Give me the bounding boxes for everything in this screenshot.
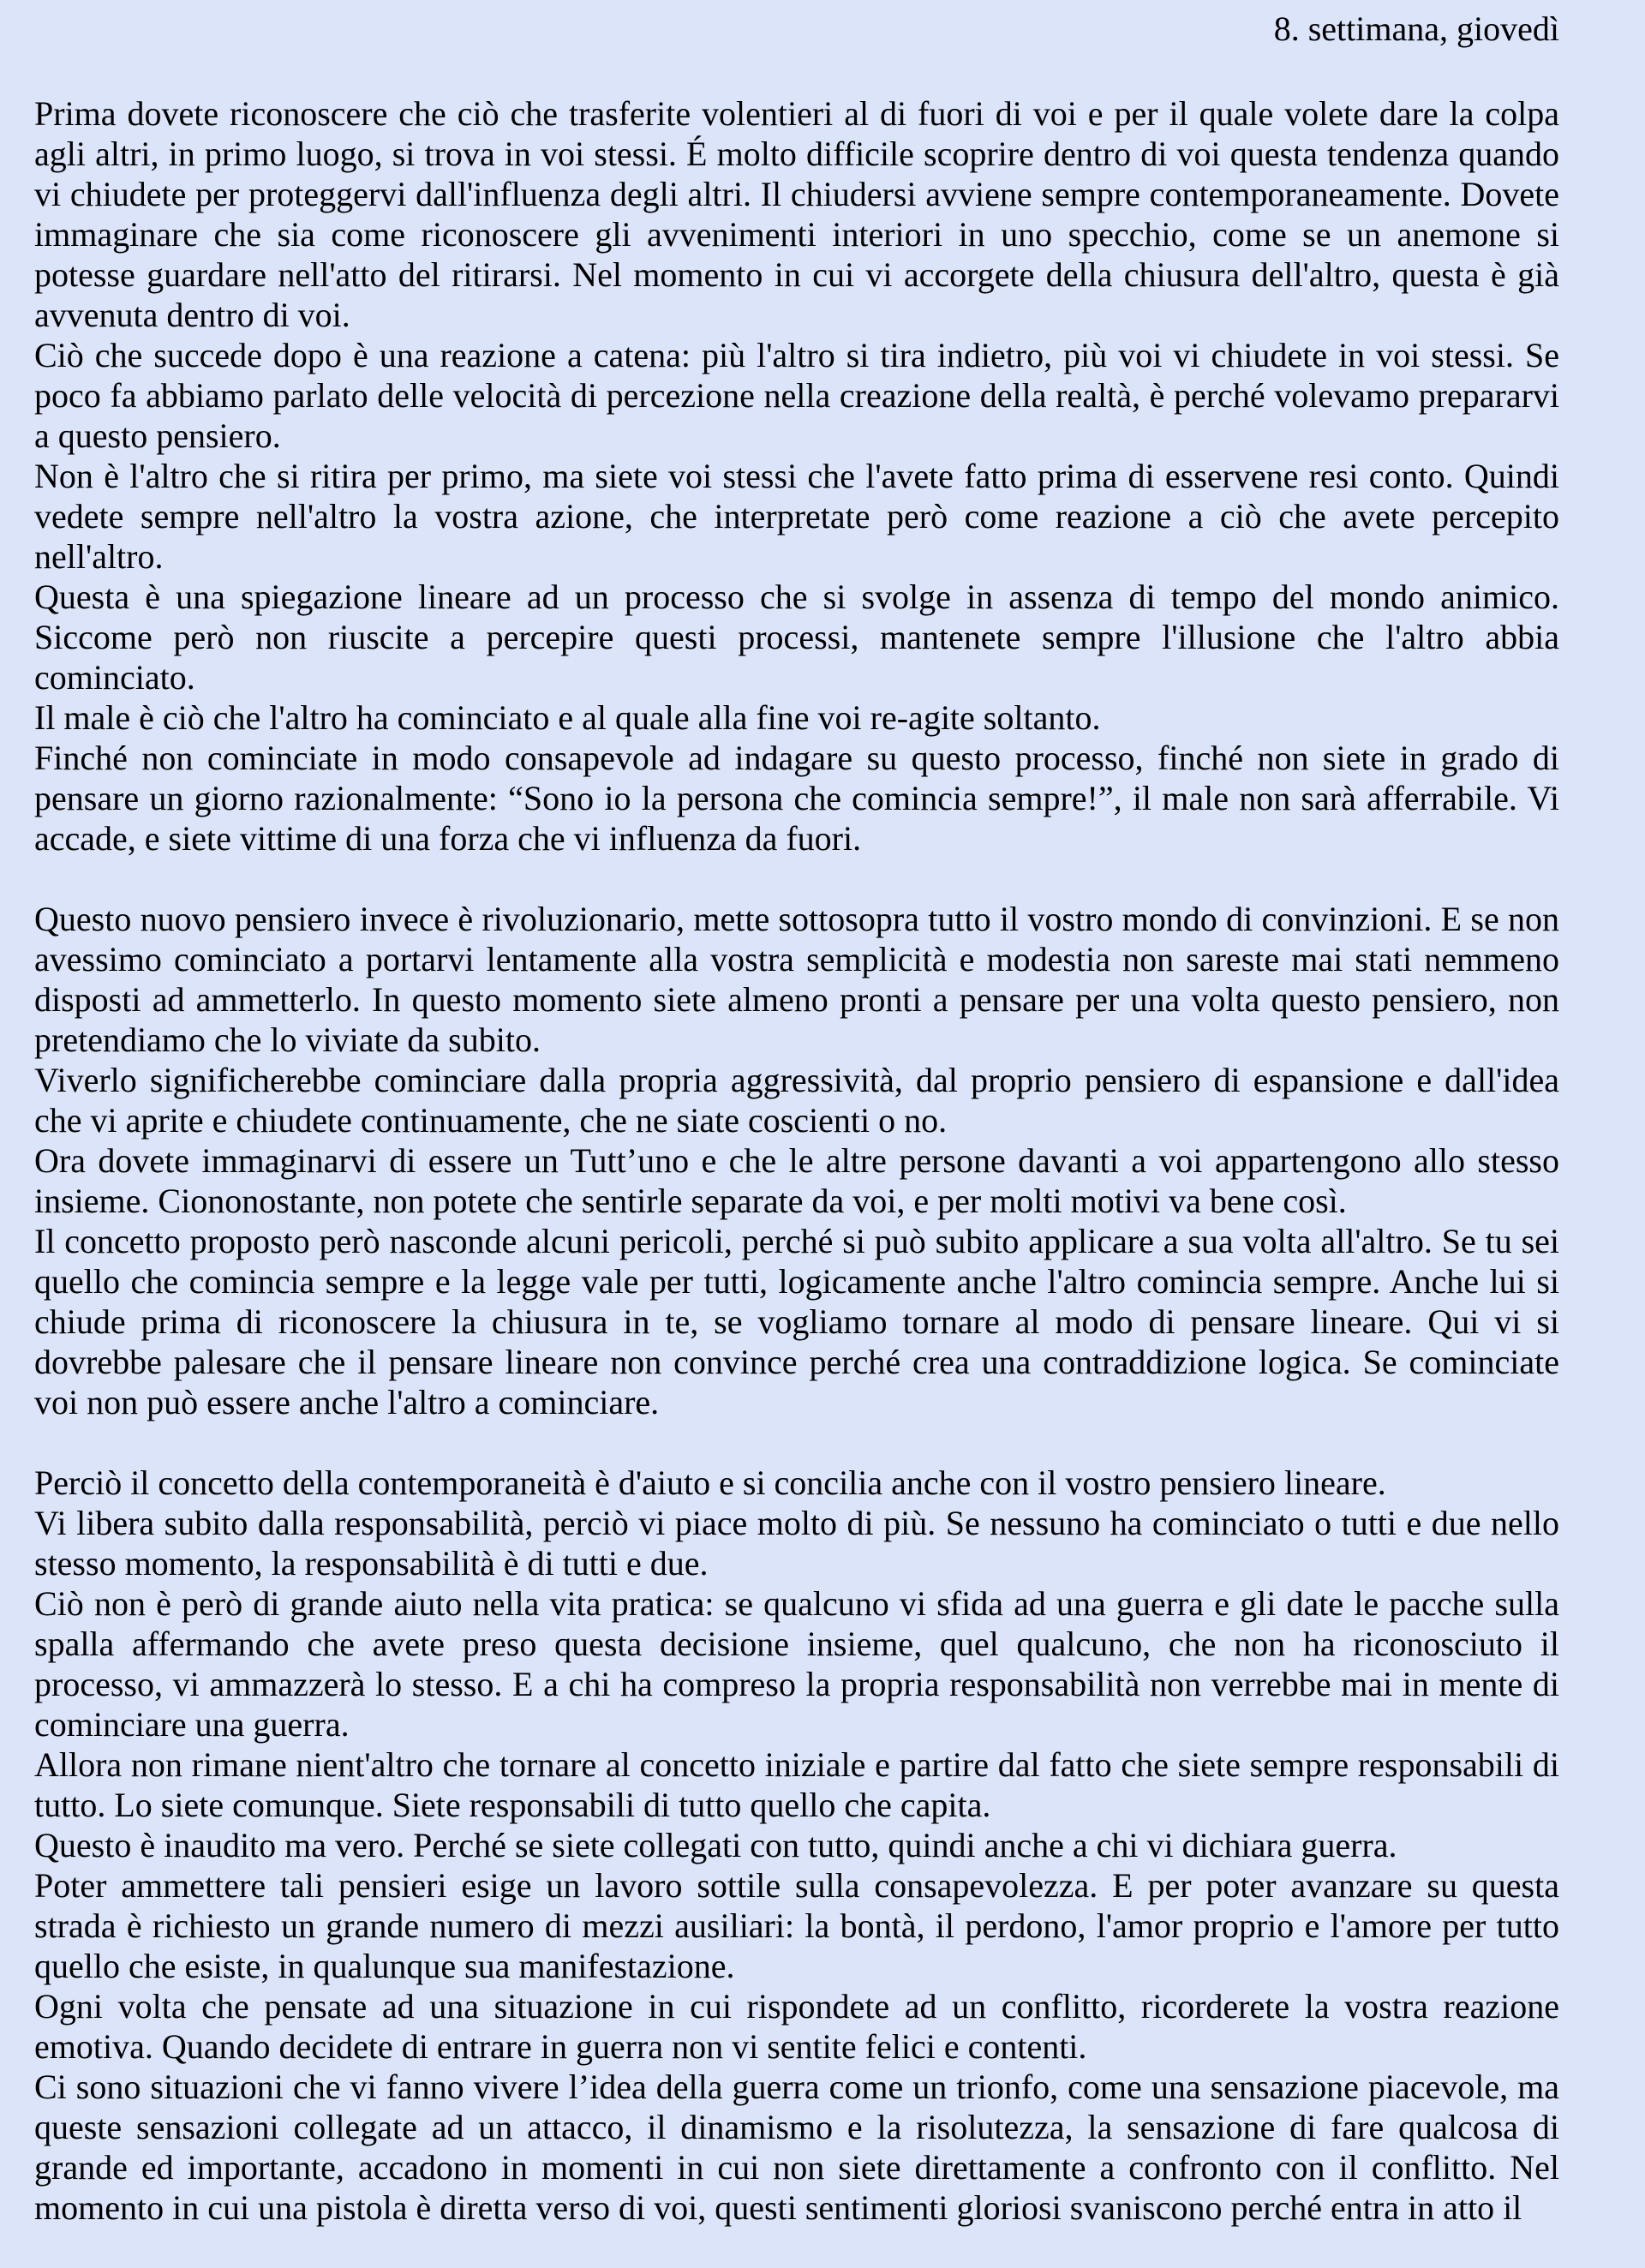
paragraph: Il concetto proposto però nasconde alcuni pericoli, perché si può subito applicare a sua volta all'altro. Se tu sei quello che comincia sempre e la legge vale per tutti, logicamente anche l'altro comincia sempre. Anche lui si chiude prima di riconoscere la chiusura in te, se vogliamo tornare al modo di pensare lineare. Qui vi si dovrebbe palesare che il pensare lineare non convince perché crea una contraddizione logica. Se cominciate voi non può essere anche l'altro a cominciare. [34,1222,1559,1421]
paragraph: Finché non cominciate in modo consapevole ad indagare su questo processo, finché non siete in grado di pensare un giorno razionalmente: “Sono io la persona che comincia sempre!”, il male non sarà afferrabile. Vi accade, e siete vittime di una forza che vi influenza da fuori. [34,739,1559,858]
document-body [34,93,1559,2268]
section-3 [34,1463,1559,2228]
paragraph: Ciò che succede dopo è una reazione a catena: più l'altro si tira indietro, più voi vi chiudete in voi stessi. Se poco fa abbiamo parlato delle velocità di percezione nella creazione della realtà, è perché volevamo prepararvi a questo pensiero. [34,336,1559,455]
paragraph: Prima dovete riconoscere che ciò che trasferite volentieri al di fuori di voi e per il quale volete dare la colpa agli altri, in primo luogo, si trova in voi stessi. É molto difficile scoprire dentro di voi questa tendenza quando vi chiudete per proteggervi dall'influenza degli altri. Il chiudersi avviene sempre contemporaneamente. Dovete immaginare che sia come riconoscere gli avvenimenti interiori in uno specchio, come se un anemone si potesse guardare nell'atto del ritirarsi. Nel momento in cui vi accorgete della chiusura dell'altro, questa è già avvenuta dentro di voi. [34,94,1559,334]
paragraph: Ora dovete immaginarvi di essere un Tutt’uno e che le altre persone davanti a voi appartengono allo stesso insieme. Ciononostante, non potete che sentirle separate da voi, e per molti motivi va bene così. [34,1141,1559,1220]
paragraph: Non è l'altro che si ritira per primo, ma siete voi stessi che l'avete fatto prima di esservene resi conto. Quindi vedete sempre nell'altro la vostra azione, che interpretate però come reazione a ciò che avete percepito nell'altro. [34,457,1559,576]
paragraph: Questa è una spiegazione lineare ad un processo che si svolge in assenza di tempo del mondo animico. Siccome però non riuscite a percepire questi processi, mantenete sempre l'illusione che l'altro abbia cominciato. [34,577,1559,697]
page-header-date: 8. settimana, giovedì [1273,9,1559,48]
paragraph: Ci sono situazioni che vi fanno vivere l’idea della guerra come un trionfo, come una sensazione piacevole, ma queste sensazioni collegate ad un attacco, il dinamismo e la risolutezza, la sensazione di fare qualcosa di grande ed importante, accadono in momenti in cui non siete direttamente a confronto con il conflitto. Nel momento in cui una pistola è diretta verso di voi, questi sentimenti gloriosi svaniscono perché entra in atto il [34,2068,1559,2227]
paragraph: Ciò non è però di grande aiuto nella vita pratica: se qualcuno vi sfida ad una guerra e gli date le pacche sulla spalla affermando che avete preso questa decisione insieme, quel qualcuno, che non ha riconosciuto il processo, vi ammazzerà lo stesso. E a chi ha compreso la propria responsabilità non verrebbe mai in mente di cominciare una guerra. [34,1584,1559,1744]
paragraph: Questo è inaudito ma vero. Perché se siete collegati con tutto, quindi anche a chi vi dichiara guerra. [34,1826,1397,1864]
section-2 [34,899,1559,1422]
paragraph: Perciò il concetto della contemporaneità è d'aiuto e si concilia anche con il vostro pensiero lineare. [34,1463,1386,1502]
paragraph: Ogni volta che pensate ad una situazione in cui rispondete ad un conflitto, ricorderete la vostra reazione emotiva. Quando decidete di entrare in guerra non vi sentite felici e contenti. [34,1987,1559,2066]
paragraph: Viverlo significherebbe cominciare dalla propria aggressività, dal proprio pensiero di espansione e dall'idea che vi aprite e chiudete continuamente, che ne siate coscienti o no. [34,1061,1559,1140]
paragraph: Poter ammettere tali pensieri esige un lavoro sottile sulla consapevolezza. E per poter avanzare su questa strada è richiesto un grande numero di mezzi ausiliari: la bontà, il perdono, l'amor proprio e l'amore per tutto quello che esiste, in qualunque sua manifestazione. [34,1866,1559,1985]
paragraph: Allora non rimane nient'altro che tornare al concetto iniziale e partire dal fatto che siete sempre responsabili di tutto. Lo siete comunque. Siete responsabili di tutto quello che capita. [34,1745,1559,1824]
paragraph: Il male è ciò che l'altro ha cominciato e al quale alla fine voi re-agite soltanto. [34,698,1101,737]
paragraph: Vi libera subito dalla responsabilità, perciò vi piace molto di più. Se nessuno ha cominciato o tutti e due nello stesso momento, la responsabilità è di tutti e due. [34,1504,1559,1583]
section-1 [34,93,1559,859]
paragraph: Questo nuovo pensiero invece è rivoluzionario, mette sottosopra tutto il vostro mondo di convinzioni. E se non avessimo cominciato a portarvi lentamente alla vostra semplicità e modestia non sareste mai stati nemmeno disposti ad ammetterlo. In questo momento siete almeno pronti a pensare per una volta questo pensiero, non pretendiamo che lo viviate da subito. [34,900,1559,1059]
